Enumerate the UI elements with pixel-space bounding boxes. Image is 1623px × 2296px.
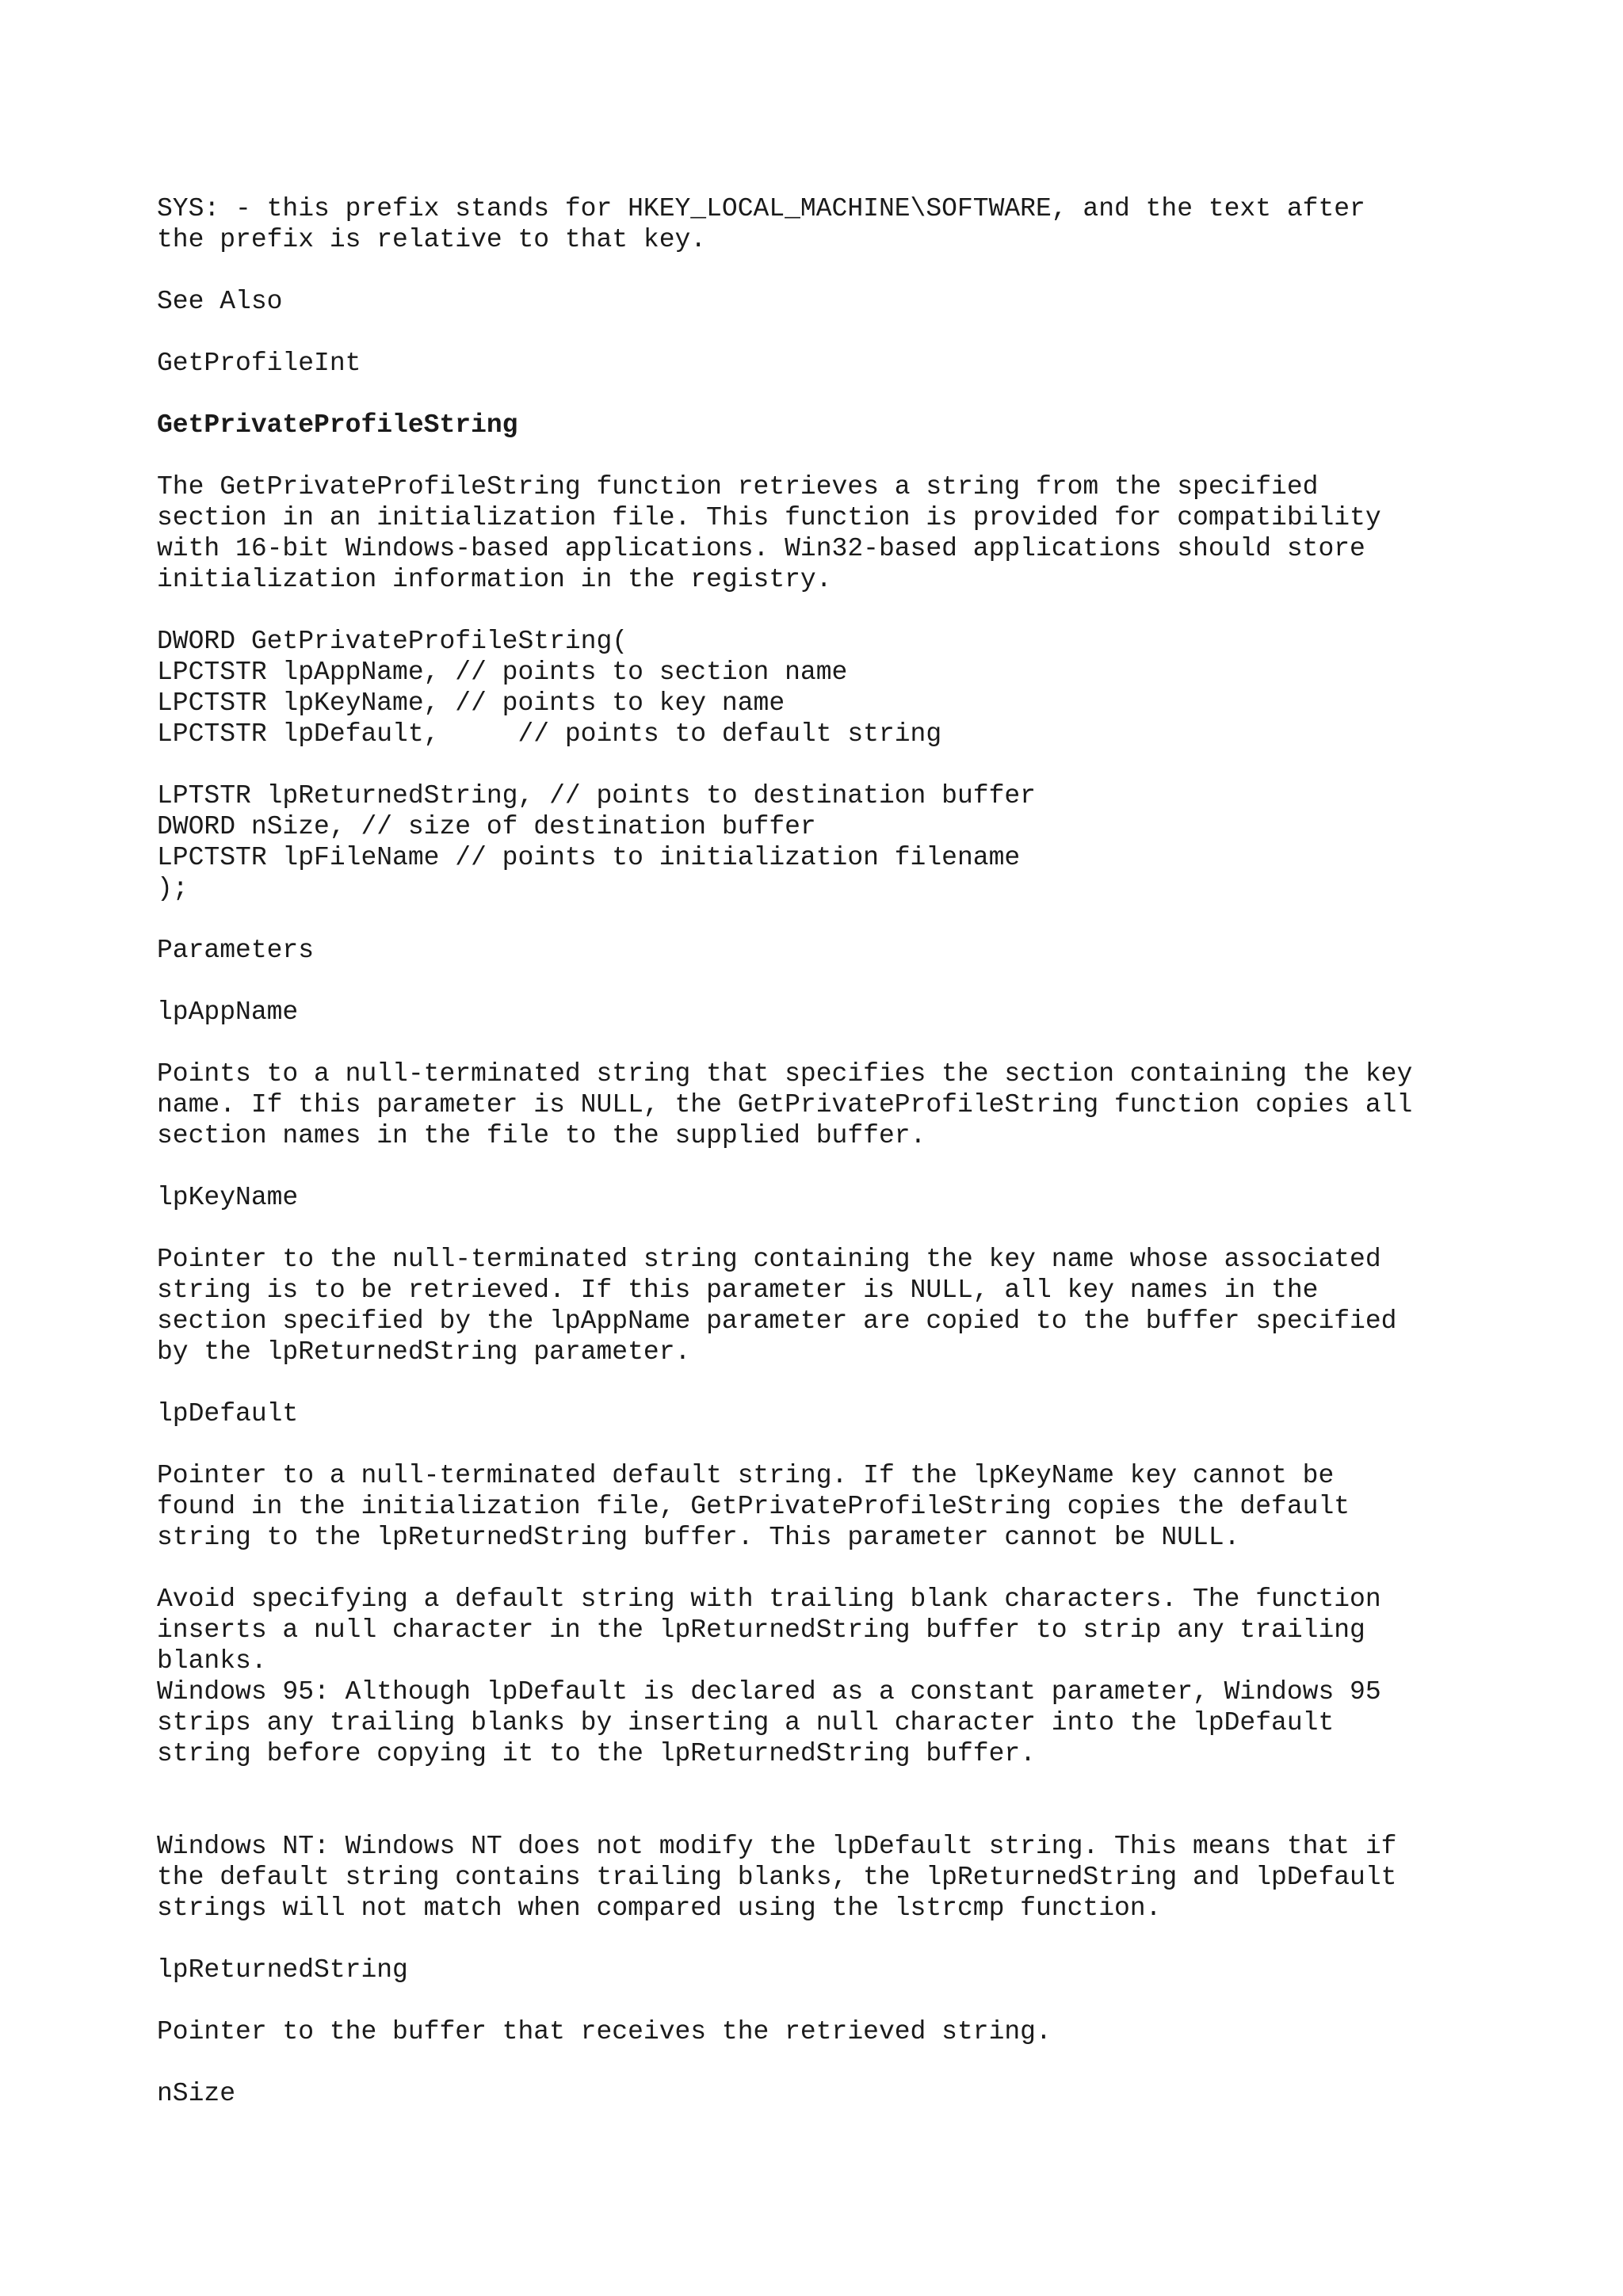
text-line: strings will not match when compared using the lstrcmp function. <box>157 1894 1162 1923</box>
blank-line <box>157 749 1583 780</box>
blank-line <box>157 1028 1583 1058</box>
code-line: LPCTSTR lpDefault, // points to default string <box>157 719 942 749</box>
text-line: with 16-bit Windows-based applications. Win32-based applications should store <box>157 534 1365 563</box>
text-line: the default string contains trailing blanks, the lpReturnedString and lpDefault <box>157 1863 1397 1892</box>
text-line: the prefix is relative to that key. <box>157 225 707 254</box>
text-line: Pointer to the buffer that receives the retrieved string. <box>157 2017 1052 2046</box>
section-heading: GetPrivateProfileString <box>157 410 518 440</box>
blank-line <box>157 1213 1583 1244</box>
blank-line <box>157 1151 1583 1182</box>
blank-line <box>157 1800 1583 1831</box>
text-line: Avoid specifying a default string with trailing blank characters. The function <box>157 1585 1381 1614</box>
code-line: LPTSTR lpReturnedString, // points to destination buffer <box>157 781 1036 810</box>
text-line: Pointer to the null-terminated string containing the key name whose associated <box>157 1245 1381 1274</box>
text-line: lpDefault <box>157 1399 299 1428</box>
text-line: Windows 95: Although lpDefault is declared as a constant parameter, Windows 95 <box>157 1677 1381 1707</box>
text-line: Points to a null-terminated string that specifies the section containing the key <box>157 1059 1413 1089</box>
blank-line <box>157 1553 1583 1584</box>
text-line: by the lpReturnedString parameter. <box>157 1337 691 1367</box>
text-line: lpReturnedString <box>157 1955 408 1985</box>
blank-line <box>157 379 1583 410</box>
text-line: found in the initialization file, GetPrivateProfileString copies the default <box>157 1492 1350 1521</box>
text-line: inserts a null character in the lpReturnedString buffer to strip any trailing <box>157 1615 1365 1645</box>
text-line: lpKeyName <box>157 1183 299 1212</box>
blank-line <box>157 1429 1583 1460</box>
text-line: string is to be retrieved. If this parameter is NULL, all key names in the <box>157 1276 1319 1305</box>
blank-line <box>157 1367 1583 1398</box>
text-line: section specified by the lpAppName parameter are copied to the buffer specified <box>157 1306 1397 1336</box>
text-line: The GetPrivateProfileString function retrieves a string from the specified <box>157 472 1319 502</box>
blank-line <box>157 1985 1583 2016</box>
blank-line <box>157 2047 1583 2078</box>
blank-line <box>157 966 1583 997</box>
code-line: DWORD nSize, // size of destination buffer <box>157 812 816 841</box>
document-page <box>157 193 1583 2109</box>
text-line: nSize <box>157 2079 236 2108</box>
text-line: blanks. <box>157 1646 267 1676</box>
text-line: string before copying it to the lpReturnedString buffer. <box>157 1739 1036 1768</box>
blank-line <box>157 1769 1583 1800</box>
text-line: GetProfileInt <box>157 349 361 378</box>
text-line: section in an initialization file. This function is provided for compatibility <box>157 503 1381 532</box>
blank-line <box>157 441 1583 471</box>
blank-line <box>157 255 1583 286</box>
blank-line <box>157 904 1583 935</box>
text-line: Windows NT: Windows NT does not modify the lpDefault string. This means that if <box>157 1832 1397 1861</box>
text-line: strips any trailing blanks by inserting a null character into the lpDefault <box>157 1708 1335 1737</box>
text-line: Parameters <box>157 936 315 965</box>
text-line: SYS: - this prefix stands for HKEY_LOCAL_MACHINE\SOFTWARE, and the text after <box>157 194 1365 223</box>
text-line: lpAppName <box>157 997 299 1027</box>
code-line: LPCTSTR lpAppName, // points to section name <box>157 658 848 687</box>
text-line: See Also <box>157 287 283 316</box>
code-line: DWORD GetPrivateProfileString( <box>157 627 628 656</box>
blank-line <box>157 317 1583 348</box>
code-line: LPCTSTR lpKeyName, // points to key name <box>157 688 785 718</box>
code-line: ); <box>157 874 189 903</box>
code-line: LPCTSTR lpFileName // points to initialization filename <box>157 843 1021 872</box>
text-line: string to the lpReturnedString buffer. This parameter cannot be NULL. <box>157 1523 1240 1552</box>
blank-line <box>157 595 1583 626</box>
blank-line <box>157 1924 1583 1955</box>
text-line: initialization information in the registry. <box>157 565 832 594</box>
text-line: name. If this parameter is NULL, the GetPrivateProfileString function copies all <box>157 1090 1413 1119</box>
text-line: section names in the file to the supplied buffer. <box>157 1121 926 1150</box>
text-line: Pointer to a null-terminated default string. If the lpKeyName key cannot be <box>157 1461 1335 1490</box>
